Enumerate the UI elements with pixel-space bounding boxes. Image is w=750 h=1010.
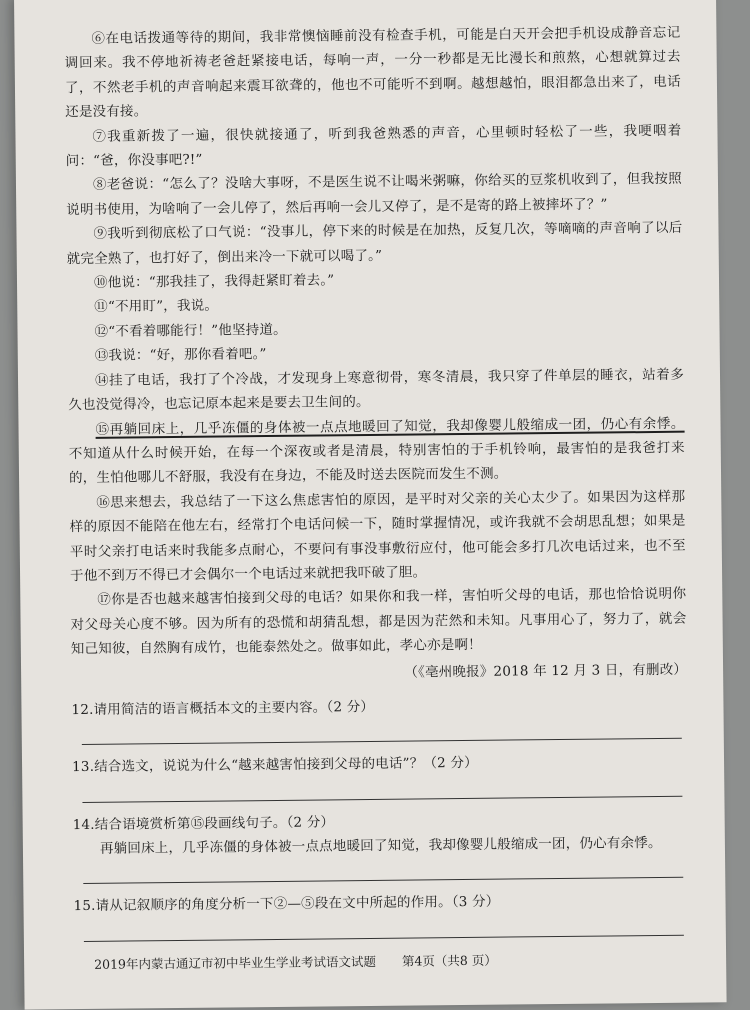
paragraph-9: ⑨我听到彻底松了口气说：“没事儿，停下来的时候是在加热，反复几次，等嘀嘀的声音响了以后就完全熟了，也打好了，倒出来冷一下就可以喝了。” [66, 219, 683, 267]
question-text: 请用简洁的语言概括本文的主要内容。（2 分） [93, 698, 375, 718]
exam-title: 2019年内蒙古通辽市初中毕业生学业考试语文试题 [94, 953, 377, 972]
question-text: 请从记叙顺序的角度分析一下②—⑤段在文中所起的作用。（3 分） [95, 893, 500, 915]
page-footer [94, 949, 654, 973]
question-text: 结合语境赏析第⑮段画线句子。（2 分） [94, 814, 335, 833]
paragraph-16: ⑯思来想去，我总结了一下这么焦虑害怕的原因，是平时对父亲的关心太少了。如果因为这样那样的原因不能陪在他左右，经常打个电话问候一下，随时掌握情况，或许我就不会胡思乱想；如果是平时父亲打电话来时我能多点耐心，不要问有事没事敷衍应付，他可能会多打几次电话过来，也不至于他不到万不得已才会偶尔一个电话过来就把我吓破了胆。 [69, 488, 686, 585]
paragraph-14: ⑭挂了电话，我打了个冷战，才发现身上寒意彻骨，寒冬清晨，我只穿了件单层的睡衣，站着多久也没觉得冷，也忘记原本起来是要去卫生间的。 [68, 366, 685, 414]
underlined-sentence: ⑮再躺回床上，几乎冻僵的身体被一点点地暖回了知觉，我却像婴儿般缩成一团，仍心有余悸。 [95, 415, 685, 438]
paragraph-8: ⑧老爸说：“怎么了？没啥大事呀，不是医生说不让喝米粥嘛，你给买的豆浆机收到了，但我按照说明书使用，为啥响了一会儿停了，然后再响一会儿又停了，是不是寄的路上被摔坏了？” [66, 171, 683, 218]
question-text: 结合选文，说说为什么“越来越害怕接到父母的电话”？（2 分） [94, 755, 478, 776]
question-number: 15. [73, 898, 96, 915]
exam-paper [14, 0, 727, 1010]
paragraph-15-rest: 不知道从什么时候开始，在每一个深夜或者是清晨，特别害怕的于手机铃响，最害怕的是我爸打来的，生怕他哪儿不舒服，我没有在身边，不能及时送去医院而发生不测。 [68, 439, 685, 487]
article-source: （《亳州晚报》2018 年 12 月 3 日，有删改） [404, 661, 688, 681]
question-number: 13. [71, 759, 95, 776]
paragraph-11: ⑪“不用盯”，我说。 [94, 298, 219, 316]
question-number: 14. [72, 816, 95, 833]
paragraph-7: ⑦我重新拨了一遍，很快就接通了，听到我爸熟悉的声音，心里顿时轻松了一些，我哽咽着问：“爸，你没事吧?!” [65, 122, 682, 170]
paragraph-6: ⑥在电话拨通等待的期间，我非常懊恼睡前没有检查手机，可能是白天开会把手机设成静音忘记调回来。我不停地祈祷老爸赶紧接电话，每响一声，一分一秒都是无比漫长和煎熬，心想就算过去了，不然老手机的声音响起来震耳欲聋的，他也不可能听不到啊。越想越怕，眼泪都急出来了，电话还是没有接。 [64, 24, 682, 121]
paragraph-15 [68, 411, 685, 491]
paragraph-12: ⑫“不看着哪能行！”他坚持道。 [94, 321, 287, 340]
question-14-quote: 再躺回床上，几乎冻僵的身体被一点点地暖回了知觉，我却像婴儿般缩成一团，仍心有余悸。 [99, 835, 662, 858]
article-body [64, 21, 690, 948]
page-number: 第4页（共8 页） [401, 952, 497, 969]
paragraph-13: ⑬我说：“好，那你看着吧。” [94, 346, 267, 365]
paragraph-17: ⑰你是否也越来越害怕接到父母的电话？如果你和我一样，害怕听父母的电话，那也恰恰说明你对父母关心度不够。因为所有的恐慌和胡猜乱想，都是因为茫然和未知。凡事用心了，努力了，就会知己知彼，自然胸有成竹，也能泰然处之。做事如此，孝心亦是啊！ [70, 586, 687, 658]
question-number: 12. [71, 701, 94, 719]
paragraph-10: ⑩他说：“那我挂了，我得赶紧盯着去。” [93, 272, 335, 291]
